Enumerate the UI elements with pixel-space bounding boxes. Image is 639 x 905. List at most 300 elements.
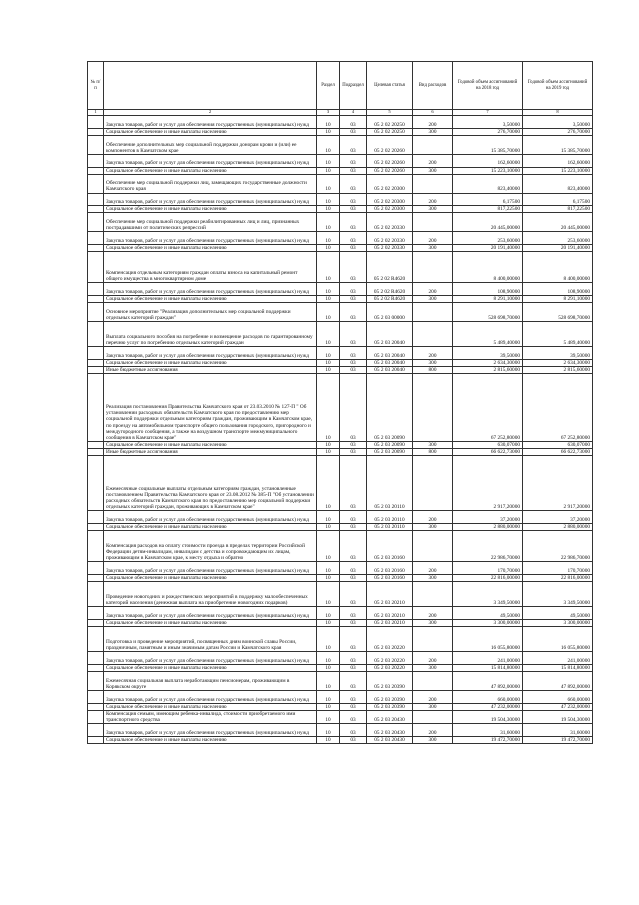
row-razdel-cell: 10 [317,652,340,665]
row-number-cell [88,193,104,206]
row-number-cell [88,116,104,129]
row-razdel-cell: 10 [317,154,340,167]
row-target-article-cell: 05 2 02 20260 [367,154,413,167]
row-amount-2019-cell: 276,70000 [523,128,593,135]
row-expense-type-cell: 300 [413,167,453,174]
row-target-article-cell: 05 2 03 20160 [367,562,413,575]
row-amount-2019-cell: 20 191,40000 [523,245,593,252]
row-amount-2018-cell: 31,60000 [453,724,523,737]
appropriations-table-sheet [87,61,592,744]
appropriations-table [87,61,593,744]
row-amount-2018-cell: 276,70000 [453,128,523,135]
row-target-article-cell: 05 2 02 20260 [367,167,413,174]
row-razdel-cell: 10 [317,703,340,710]
row-target-article-cell: 05 2 02 20250 [367,116,413,129]
row-number-cell [88,154,104,167]
table-row [88,128,593,135]
row-expense-type-cell: 300 [413,736,453,743]
row-target-article-cell: 05 2 03 20210 [367,582,413,607]
row-name-cell: Закупка товаров, работ и услуг для обеспечения государственных (муниципальных) нужд [104,232,317,245]
row-razdel-cell: 10 [317,245,340,252]
row-name-cell: Иные бюджетные ассигнования [104,448,317,455]
row-target-article-cell: 05 2 03 20390 [367,703,413,710]
row-number-cell [88,703,104,710]
row-amount-2018-cell: 19 472,70000 [453,736,523,743]
table-row [88,562,593,575]
row-amount-2019-cell: 47 892,00000 [523,672,593,691]
row-podrazdel-cell: 03 [340,167,367,174]
row-number-cell [88,322,104,347]
row-amount-2018-cell: 253,60000 [453,232,523,245]
row-podrazdel-cell: 03 [340,135,367,154]
row-expense-type-cell: 200 [413,116,453,129]
row-name-cell: Проведение новогодних и рождественских мероприятий в поддержку малообеспеченных категорий населения (денежная выплата на приобретение новогодних подарков) [104,582,317,607]
row-amount-2018-cell: 15 223,10000 [453,167,523,174]
row-expense-type-cell: 300 [413,665,453,672]
header-target-article: Целевая статья [367,62,413,110]
row-amount-2018-cell: 8 291,10000 [453,296,523,303]
row-razdel-cell: 10 [317,116,340,129]
row-target-article-cell: 05 2 03 20430 [367,724,413,737]
row-amount-2018-cell: 66 622,73000 [453,448,523,455]
row-name-cell: Социальное обеспечение и иные выплаты населению [104,736,317,743]
table-row [88,524,593,531]
row-expense-type-cell: 200 [413,193,453,206]
table-row [88,359,593,366]
row-target-article-cell: 05 2 02 20300 [367,206,413,213]
table-row [88,232,593,245]
row-target-article-cell: 05 2 02 R4620 [367,252,413,283]
row-razdel-cell: 10 [317,665,340,672]
row-number-cell [88,232,104,245]
index-cell: 5 [367,110,413,116]
row-number-cell [88,524,104,531]
row-target-article-cell: 05 2 02 20260 [367,135,413,154]
row-amount-2019-cell: 39,50000 [523,347,593,360]
row-name-cell: Обеспечение дополнительных мер социальной поддержки донорам крови и (или) ее компонентов в Камчатском крае [104,135,317,154]
row-amount-2018-cell: 630,07000 [453,441,523,448]
row-expense-type-cell: 300 [413,575,453,582]
row-razdel-cell: 10 [317,252,340,283]
table-row [88,455,593,511]
row-amount-2019-cell: 3 349,50000 [523,582,593,607]
row-number-cell [88,575,104,582]
row-amount-2018-cell: 3 300,00000 [453,620,523,627]
row-amount-2019-cell: 823,40000 [523,174,593,193]
row-podrazdel-cell: 03 [340,562,367,575]
row-amount-2019-cell: 528 698,70000 [523,303,593,322]
table-row [88,448,593,455]
table-row [88,374,593,442]
row-amount-2019-cell: 3 300,00000 [523,620,593,627]
row-name-cell: Закупка товаров, работ и услуг для обеспечения государственных (муниципальных) нужд [104,283,317,296]
row-expense-type-cell: 200 [413,607,453,620]
row-amount-2018-cell: 162,60000 [453,154,523,167]
row-amount-2018-cell: 37,20000 [453,511,523,524]
index-cell: 3 [317,110,340,116]
row-amount-2018-cell: 47 892,00000 [453,672,523,691]
table-row [88,213,593,232]
row-razdel-cell: 10 [317,607,340,620]
table-row [88,672,593,691]
row-target-article-cell: 05 2 02 20330 [367,232,413,245]
row-number-cell [88,245,104,252]
row-podrazdel-cell: 03 [340,322,367,347]
row-amount-2018-cell: 15 385,70000 [453,135,523,154]
row-name-cell: Закупка товаров, работ и услуг для обеспечения государственных (муниципальных) нужд [104,652,317,665]
row-amount-2019-cell: 2 917,20000 [523,455,593,511]
row-podrazdel-cell: 03 [340,455,367,511]
row-target-article-cell: 05 2 03 20390 [367,691,413,704]
row-name-cell: Компенсация отдельным категориям граждан оплаты взноса на капитальный ремонт общего имущества в многоквартирном доме [104,252,317,283]
row-amount-2019-cell: 253,60000 [523,232,593,245]
row-number-cell [88,367,104,374]
row-amount-2018-cell: 2 634,30000 [453,359,523,366]
row-amount-2018-cell: 823,40000 [453,174,523,193]
row-target-article-cell: 05 2 03 20090 [367,441,413,448]
row-podrazdel-cell: 03 [340,703,367,710]
row-amount-2019-cell: 47 232,00000 [523,703,593,710]
row-number-cell [88,441,104,448]
row-razdel-cell: 10 [317,206,340,213]
row-razdel-cell: 10 [317,582,340,607]
row-amount-2019-cell: 8 291,10000 [523,296,593,303]
row-expense-type-cell [413,627,453,652]
row-razdel-cell: 10 [317,710,340,723]
row-number-cell [88,724,104,737]
row-name-cell: Закупка товаров, работ и услуг для обеспечения государственных (муниципальных) нужд [104,724,317,737]
row-target-article-cell: 05 2 03 20040 [367,367,413,374]
row-podrazdel-cell: 03 [340,206,367,213]
row-podrazdel-cell: 03 [340,511,367,524]
row-name-cell: Обеспечение мер социальной поддержки лиц, замещающих государственные должности Камчатского края [104,174,317,193]
row-podrazdel-cell: 03 [340,116,367,129]
row-name-cell: Ежемесячная социальная выплата неработающим пенсионерам, проживающим в Корякском округе [104,672,317,691]
row-number-cell [88,691,104,704]
row-podrazdel-cell: 03 [340,252,367,283]
row-podrazdel-cell: 03 [340,620,367,627]
table-row [88,652,593,665]
row-expense-type-cell [413,213,453,232]
row-podrazdel-cell: 03 [340,448,367,455]
row-number-cell [88,627,104,652]
row-amount-2018-cell: 170,70000 [453,562,523,575]
index-cell: 2 [104,110,317,116]
table-row [88,736,593,743]
table-row [88,167,593,174]
row-target-article-cell: 05 2 03 20390 [367,672,413,691]
row-expense-type-cell [413,374,453,442]
row-amount-2019-cell: 2 634,30000 [523,359,593,366]
row-amount-2019-cell: 2 880,00000 [523,524,593,531]
row-podrazdel-cell: 03 [340,672,367,691]
row-razdel-cell: 10 [317,128,340,135]
row-amount-2019-cell: 31,60000 [523,724,593,737]
row-amount-2019-cell: 22 816,00000 [523,575,593,582]
table-row [88,367,593,374]
row-number-cell [88,174,104,193]
row-number-cell [88,736,104,743]
row-expense-type-cell: 200 [413,283,453,296]
table-row [88,582,593,607]
row-amount-2018-cell: 19 504,30000 [453,710,523,723]
row-razdel-cell: 10 [317,575,340,582]
row-number-cell [88,710,104,723]
row-target-article-cell: 05 2 02 R4620 [367,283,413,296]
row-number-cell [88,135,104,154]
row-amount-2018-cell: 3,50000 [453,116,523,129]
row-amount-2018-cell: 5 489,40000 [453,322,523,347]
row-number-cell [88,128,104,135]
row-number-cell [88,607,104,620]
table-row [88,691,593,704]
table-row [88,531,593,562]
row-amount-2018-cell: 67 252,80000 [453,374,523,442]
row-amount-2019-cell: 6,17500 [523,193,593,206]
row-amount-2018-cell: 47 232,00000 [453,703,523,710]
table-row [88,135,593,154]
table-row [88,620,593,627]
row-name-cell: Компенсация семьям, имеющим ребенка-инвалида, стоимости приобретаемого ими транспортного средства [104,710,317,723]
row-podrazdel-cell: 03 [340,303,367,322]
row-target-article-cell: 05 2 02 20330 [367,245,413,252]
row-name-cell: Социальное обеспечение и иные выплаты населению [104,245,317,252]
row-amount-2018-cell: 108,90000 [453,283,523,296]
row-expense-type-cell: 200 [413,691,453,704]
row-expense-type-cell: 200 [413,232,453,245]
row-name-cell: Социальное обеспечение и иные выплаты населению [104,620,317,627]
table-row [88,511,593,524]
row-amount-2018-cell: 241,00000 [453,652,523,665]
row-amount-2019-cell: 15 385,70000 [523,135,593,154]
header-razdel: Раздел [317,62,340,110]
row-target-article-cell: 05 2 03 20040 [367,322,413,347]
row-target-article-cell: 05 2 03 20040 [367,347,413,360]
row-name-cell: Реализация постановления Правительства Камчатского края от 23.03.2010 № 127-П " Об установлении расходных обязательств Камчатского края по предоставлению мер социальной поддержки отдельным категориям граждан, проживающим в Камчатском крае, по проезду на автомобильном транспорте общего пользования городского, пригородного и междугородного сообщения, а также на воздушном транспорте межмуниципального сообщения в Камчатском крае" [104,374,317,442]
row-razdel-cell: 10 [317,511,340,524]
row-amount-2018-cell: 817,22500 [453,206,523,213]
table-row [88,665,593,672]
row-amount-2018-cell: 2 917,20000 [453,455,523,511]
row-podrazdel-cell: 03 [340,531,367,562]
row-number-cell [88,665,104,672]
row-expense-type-cell [413,455,453,511]
row-podrazdel-cell: 03 [340,128,367,135]
row-target-article-cell: 05 2 03 20210 [367,607,413,620]
row-name-cell: Подготовка и проведение мероприятий, посвященных дням воинской славы России, праздничным, памятным и иным значимым датам России и Камчатского края [104,627,317,652]
table-row [88,303,593,322]
row-razdel-cell: 10 [317,135,340,154]
row-amount-2019-cell: 19 472,70000 [523,736,593,743]
row-razdel-cell: 10 [317,455,340,511]
row-amount-2018-cell: 20 445,00000 [453,213,523,232]
row-razdel-cell: 10 [317,620,340,627]
row-amount-2018-cell: 22 986,70000 [453,531,523,562]
row-razdel-cell: 10 [317,303,340,322]
row-expense-type-cell: 300 [413,128,453,135]
row-name-cell: Социальное обеспечение и иные выплаты населению [104,167,317,174]
row-razdel-cell: 10 [317,367,340,374]
row-amount-2019-cell: 15 223,10000 [523,167,593,174]
row-number-cell [88,303,104,322]
row-target-article-cell: 05 2 03 20090 [367,374,413,442]
row-expense-type-cell [413,135,453,154]
row-number-cell [88,562,104,575]
row-razdel-cell: 10 [317,374,340,442]
row-amount-2019-cell: 170,70000 [523,562,593,575]
row-amount-2019-cell: 108,90000 [523,283,593,296]
row-expense-type-cell [413,531,453,562]
table-row [88,116,593,129]
row-name-cell: Компенсация расходов на оплату стоимости проезда в пределах территории Российской Федерации детям-инвалидам, инвалидам с детства и сопровождающим их лицам, проживающим в Камчатском крае, к месту отдыха и обратно [104,531,317,562]
row-amount-2018-cell: 20 191,40000 [453,245,523,252]
table-row [88,627,593,652]
row-target-article-cell: 05 2 03 20430 [367,736,413,743]
row-number-cell [88,672,104,691]
row-expense-type-cell [413,710,453,723]
row-target-article-cell: 05 2 03 20040 [367,359,413,366]
row-target-article-cell: 05 2 03 00000 [367,303,413,322]
row-expense-type-cell: 300 [413,359,453,366]
row-expense-type-cell: 200 [413,724,453,737]
row-amount-2019-cell: 49,50000 [523,607,593,620]
row-podrazdel-cell: 03 [340,710,367,723]
row-razdel-cell: 10 [317,531,340,562]
header-amount-2018: Годовой объем ассигнований на 2018 год [453,62,523,110]
row-expense-type-cell: 300 [413,703,453,710]
table-row [88,174,593,193]
row-amount-2019-cell: 8 400,00000 [523,252,593,283]
row-razdel-cell: 10 [317,283,340,296]
row-razdel-cell: 10 [317,174,340,193]
row-razdel-cell: 10 [317,322,340,347]
table-row [88,724,593,737]
row-number-cell [88,652,104,665]
row-name-cell: Основное мероприятие "Реализация дополнительных мер социальной поддержки отдельных категорий граждан" [104,303,317,322]
table-row [88,296,593,303]
row-expense-type-cell [413,582,453,607]
row-amount-2018-cell: 15 814,80000 [453,665,523,672]
row-expense-type-cell: 200 [413,511,453,524]
row-amount-2018-cell: 3 349,50000 [453,582,523,607]
index-cell: 7 [453,110,523,116]
table-header-row [88,62,593,110]
row-target-article-cell: 05 2 03 20110 [367,511,413,524]
row-target-article-cell: 05 2 03 20220 [367,627,413,652]
row-name-cell: Социальное обеспечение и иные выплаты населению [104,359,317,366]
row-target-article-cell: 05 2 03 20160 [367,575,413,582]
row-target-article-cell: 05 2 02 R4620 [367,296,413,303]
row-target-article-cell: 05 2 03 20430 [367,710,413,723]
row-name-cell: Закупка товаров, работ и услуг для обеспечения государственных (муниципальных) нужд [104,347,317,360]
header-podrazdel: Подраздел [340,62,367,110]
row-amount-2019-cell: 16 055,80000 [523,627,593,652]
row-expense-type-cell [413,174,453,193]
row-name-cell: Закупка товаров, работ и услуг для обеспечения государственных (муниципальных) нужд [104,511,317,524]
row-amount-2019-cell: 3,50000 [523,116,593,129]
row-name-cell: Обеспечение мер социальной поддержки реабилитированных лиц и лиц, признанных пострадавшими от политических репрессий [104,213,317,232]
row-name-cell: Выплата социального пособия на погребение и возмещение расходов по гарантированному перечню услуг по погребению отдельных категорий граждан [104,322,317,347]
row-razdel-cell: 10 [317,672,340,691]
header-amount-2019: Годовой объем ассигнований на 2019 год [523,62,593,110]
row-razdel-cell: 10 [317,359,340,366]
row-target-article-cell: 05 2 03 20090 [367,448,413,455]
header-num: № п/п [88,62,104,110]
row-podrazdel-cell: 03 [340,736,367,743]
row-expense-type-cell: 300 [413,620,453,627]
row-number-cell [88,296,104,303]
row-amount-2019-cell: 20 445,00000 [523,213,593,232]
row-target-article-cell: 05 2 03 20160 [367,531,413,562]
row-name-cell: Ежемесячные социальные выплаты отдельным категориям граждан, установленные постановлением Правительства Камчатского края от 23.08.2012 № 385-П "Об установлении расходных обязательств Камчатского края по предоставлению мер социальной поддержки отдельных категорий граждан, проживающих в Камчатском крае" [104,455,317,511]
row-number-cell [88,582,104,607]
row-name-cell: Социальное обеспечение и иные выплаты населению [104,441,317,448]
row-target-article-cell: 05 2 03 20110 [367,455,413,511]
row-amount-2018-cell: 2 815,60000 [453,367,523,374]
row-podrazdel-cell: 03 [340,607,367,620]
row-expense-type-cell: 800 [413,367,453,374]
row-razdel-cell: 10 [317,736,340,743]
row-number-cell [88,359,104,366]
row-number-cell [88,213,104,232]
row-podrazdel-cell: 03 [340,174,367,193]
table-row [88,322,593,347]
row-name-cell: Закупка товаров, работ и услуг для обеспечения государственных (муниципальных) нужд [104,691,317,704]
row-expense-type-cell: 300 [413,206,453,213]
row-target-article-cell: 05 2 02 20300 [367,174,413,193]
row-amount-2018-cell: 660,00000 [453,691,523,704]
row-expense-type-cell: 200 [413,154,453,167]
header-name [104,62,317,110]
row-razdel-cell: 10 [317,524,340,531]
row-razdel-cell: 10 [317,213,340,232]
row-podrazdel-cell: 03 [340,724,367,737]
row-amount-2019-cell: 817,22500 [523,206,593,213]
row-amount-2019-cell: 241,00000 [523,652,593,665]
row-number-cell [88,448,104,455]
row-razdel-cell: 10 [317,724,340,737]
row-amount-2019-cell: 2 815,60000 [523,367,593,374]
row-amount-2018-cell: 6,17500 [453,193,523,206]
row-amount-2019-cell: 22 986,70000 [523,531,593,562]
row-number-cell [88,167,104,174]
row-name-cell: Закупка товаров, работ и услуг для обеспечения государственных (муниципальных) нужд [104,116,317,129]
row-expense-type-cell [413,252,453,283]
index-cell: 6 [413,110,453,116]
row-podrazdel-cell: 03 [340,691,367,704]
row-podrazdel-cell: 03 [340,154,367,167]
row-name-cell: Закупка товаров, работ и услуг для обеспечения государственных (муниципальных) нужд [104,154,317,167]
row-podrazdel-cell: 03 [340,575,367,582]
row-amount-2019-cell: 37,20000 [523,511,593,524]
table-row [88,252,593,283]
row-amount-2018-cell: 49,50000 [453,607,523,620]
row-expense-type-cell: 300 [413,441,453,448]
row-name-cell: Закупка товаров, работ и услуг для обеспечения государственных (муниципальных) нужд [104,607,317,620]
row-amount-2019-cell: 66 622,73000 [523,448,593,455]
row-name-cell: Социальное обеспечение и иные выплаты населению [104,206,317,213]
table-row [88,245,593,252]
row-podrazdel-cell: 03 [340,193,367,206]
row-podrazdel-cell: 03 [340,441,367,448]
row-target-article-cell: 05 2 02 20250 [367,128,413,135]
table-row [88,575,593,582]
row-podrazdel-cell: 03 [340,652,367,665]
row-expense-type-cell [413,672,453,691]
row-target-article-cell: 05 2 03 20220 [367,652,413,665]
row-podrazdel-cell: 03 [340,665,367,672]
row-razdel-cell: 10 [317,562,340,575]
